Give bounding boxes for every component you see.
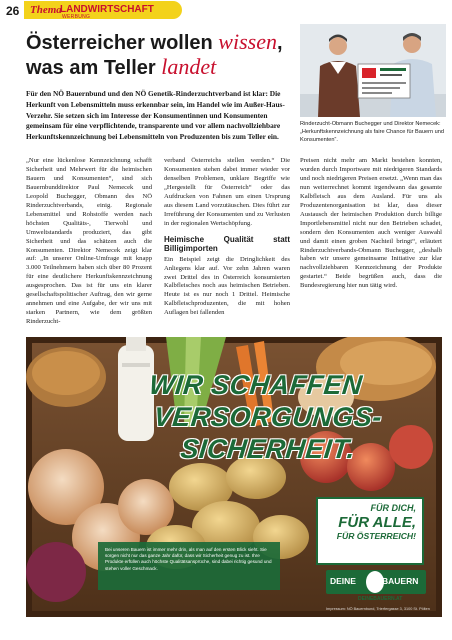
photo-caption: Rinderzucht-Obmann Buchegger und Direktor Nemecek: „Herkunftskennzeichnung als faire Chance für Bauern und Konsumenten“. bbox=[300, 121, 444, 144]
advertisement bbox=[26, 337, 442, 617]
headline-accent2: landet bbox=[161, 54, 217, 79]
ad-slogan-line3: FÜR ÖSTERREICH! bbox=[336, 531, 416, 541]
ad-logo-text-right: BAUERN bbox=[382, 576, 419, 586]
headline-part2: , was am Teller bbox=[26, 32, 283, 79]
ad-headline-line2: VERSORGUNGS- bbox=[152, 402, 384, 432]
headline-accent1: wissen bbox=[218, 29, 277, 54]
ad-slogan bbox=[316, 497, 424, 565]
ad-slogan-line2: FÜR ALLE, bbox=[338, 514, 416, 531]
section-name: LANDWIRTSCHAFT bbox=[60, 4, 154, 15]
ad-url[interactable]: DEINEBAUERN.AT bbox=[358, 596, 403, 602]
article-column-1 bbox=[26, 157, 152, 327]
ad-headline bbox=[141, 369, 411, 465]
column-3-text: Preisen nicht mehr am Markt bestehen konnten, wurden durch Importware mit niedrigeren Standards und noch niedrigeren Preisen ersetzt. „Wenn man das nun weiterrechnet kommt irgendwann das gesamte Kalbfleisch aus dem Ausland. Für uns als Produzentenorganisation ist klar, dass dieser Austausch der heimischen Produktion durch billige Importlebensmittel nicht nur den Betrieben schadet, sondern den Konsumenten auch weniger Auswahl und damit einen groben Nachteil bringt“, erläutert Rinderzuchtverbands-Obmann Buchegger, „deshalb haben wir unsere gemeinsame Initiative zur klar nachvollziehbaren Kennzeichnung der Produkte gestartet.“ Beide begrüßen auch, dass die Bundesregierung hier nun tätig wird. bbox=[300, 157, 442, 290]
section-theme: Thema bbox=[30, 4, 62, 16]
column-2-subhead: Heimische Qualität statt Billigimporten bbox=[164, 234, 290, 254]
photo-illustration bbox=[300, 24, 446, 117]
page-number: 26 bbox=[6, 4, 20, 18]
column-2-text-2: Ein Beispiel zeigt die Dringlichkeit des Anliegens klar auf. Vor zehn Jahren waren zwei Drittel des in Österreich konsumierten Kalbfleisches noch aus heimischen Betrieben. Heute ist es nur noch 1 Drittel. Heimische Kalbfleischproduzenten, die mit hohen Auflagen bei fallenden bbox=[164, 255, 290, 317]
ad-headline-line1: WIR SCHAFFEN bbox=[147, 370, 364, 400]
page-header bbox=[0, 0, 452, 22]
section-subtitle: WERBUNG bbox=[62, 14, 91, 20]
article-column-2 bbox=[164, 157, 290, 318]
ad-body-text: Bei unseren Bauern ist immer mehr drin, als man auf den ersten Blick sieht. Sie sorgen nicht nur das ganze Jahr dafür, dass wir Sicherheit genug zu ist. Ihre Produkte erfüllen auch höchste Qualitätsansprüche, sind dabei richtig gesund und stehen voller Geschmack. bbox=[105, 547, 272, 571]
ad-headline-line3: SICHERHEIT. bbox=[179, 434, 357, 464]
ad-slogan-line1: FÜR DICH, bbox=[370, 503, 416, 513]
ad-body-box bbox=[98, 542, 280, 590]
article-photo bbox=[300, 24, 446, 117]
headline-part1: Österreicher wollen bbox=[26, 32, 219, 54]
ad-credit: Impressum: NÖ Bauernbund, Trierfergasse 3, 3100 St. Pölten bbox=[326, 607, 430, 611]
article-column-3 bbox=[300, 157, 442, 291]
article-headline bbox=[26, 30, 306, 80]
column-1-text: „Nur eine lückenlose Kennzeichnung schafft Sicherheit und Mehrwert für die heimischen Bauern und Konsumenten“, sind sich Bauernbunddirektor Paul Nemecek und Leopold Buchegger, Obmann des NÖ Rinderzuchtverbands, einig. Regionale Lebensmittel und Rohstoffe werden nach höchsten Qualitäts-, Tierwohl und Umweltstandards produziert, das gibt Sicherheit und das schätzen auch die Konsumenten. Direktor Nemecek zeigt klar auf: „In unserer Online-Umfrage mit knapp 3.000 Teilnehmern haben sich über 80 Prozent für eine deutlichere Herkunftskennzeichnung ausgesprochen. Das ist für uns ein klarer gesellschaftspolitischer Auftrag, den wir gerne annehmen und eine Aufgabe, der wir uns mit starken Partnern, wie dem größten Rinderzucht- bbox=[26, 157, 152, 326]
column-2-text-1: verband Österreichs stellen werden.“ Die Konsumenten stehen dabei immer wieder vor denselben Problemen, unklare Begriffe wie „Hergestellt für Österreich“ oder das Aufdrucken von Fahnen um einen Ursprung aus diesem Land vorzutäuschen. Dies führt zur Irreführung der Konsumenten und zu Verlusten in der regionalen Wertschöpfung. bbox=[164, 157, 290, 227]
ad-logo-text-left: DEINE bbox=[330, 576, 356, 586]
article-lead: Für den NÖ Bauernbund und den NÖ Genetik-Rinderzuchtverband ist klar: Die Herkunft von Lebensmitteln muss erkennbar sein, im Handel wie im Außer-Haus-Verzehr. Sie setzen sich im Interesse der Konsumentinnen und Konsumenten gemeinsam für eine verpflichtende, transparente und vor allem nachvollziehbare Herkunftskennzeichnung bei Lebensmitteln von Produzenten bis zum Teller ein. bbox=[26, 89, 285, 142]
